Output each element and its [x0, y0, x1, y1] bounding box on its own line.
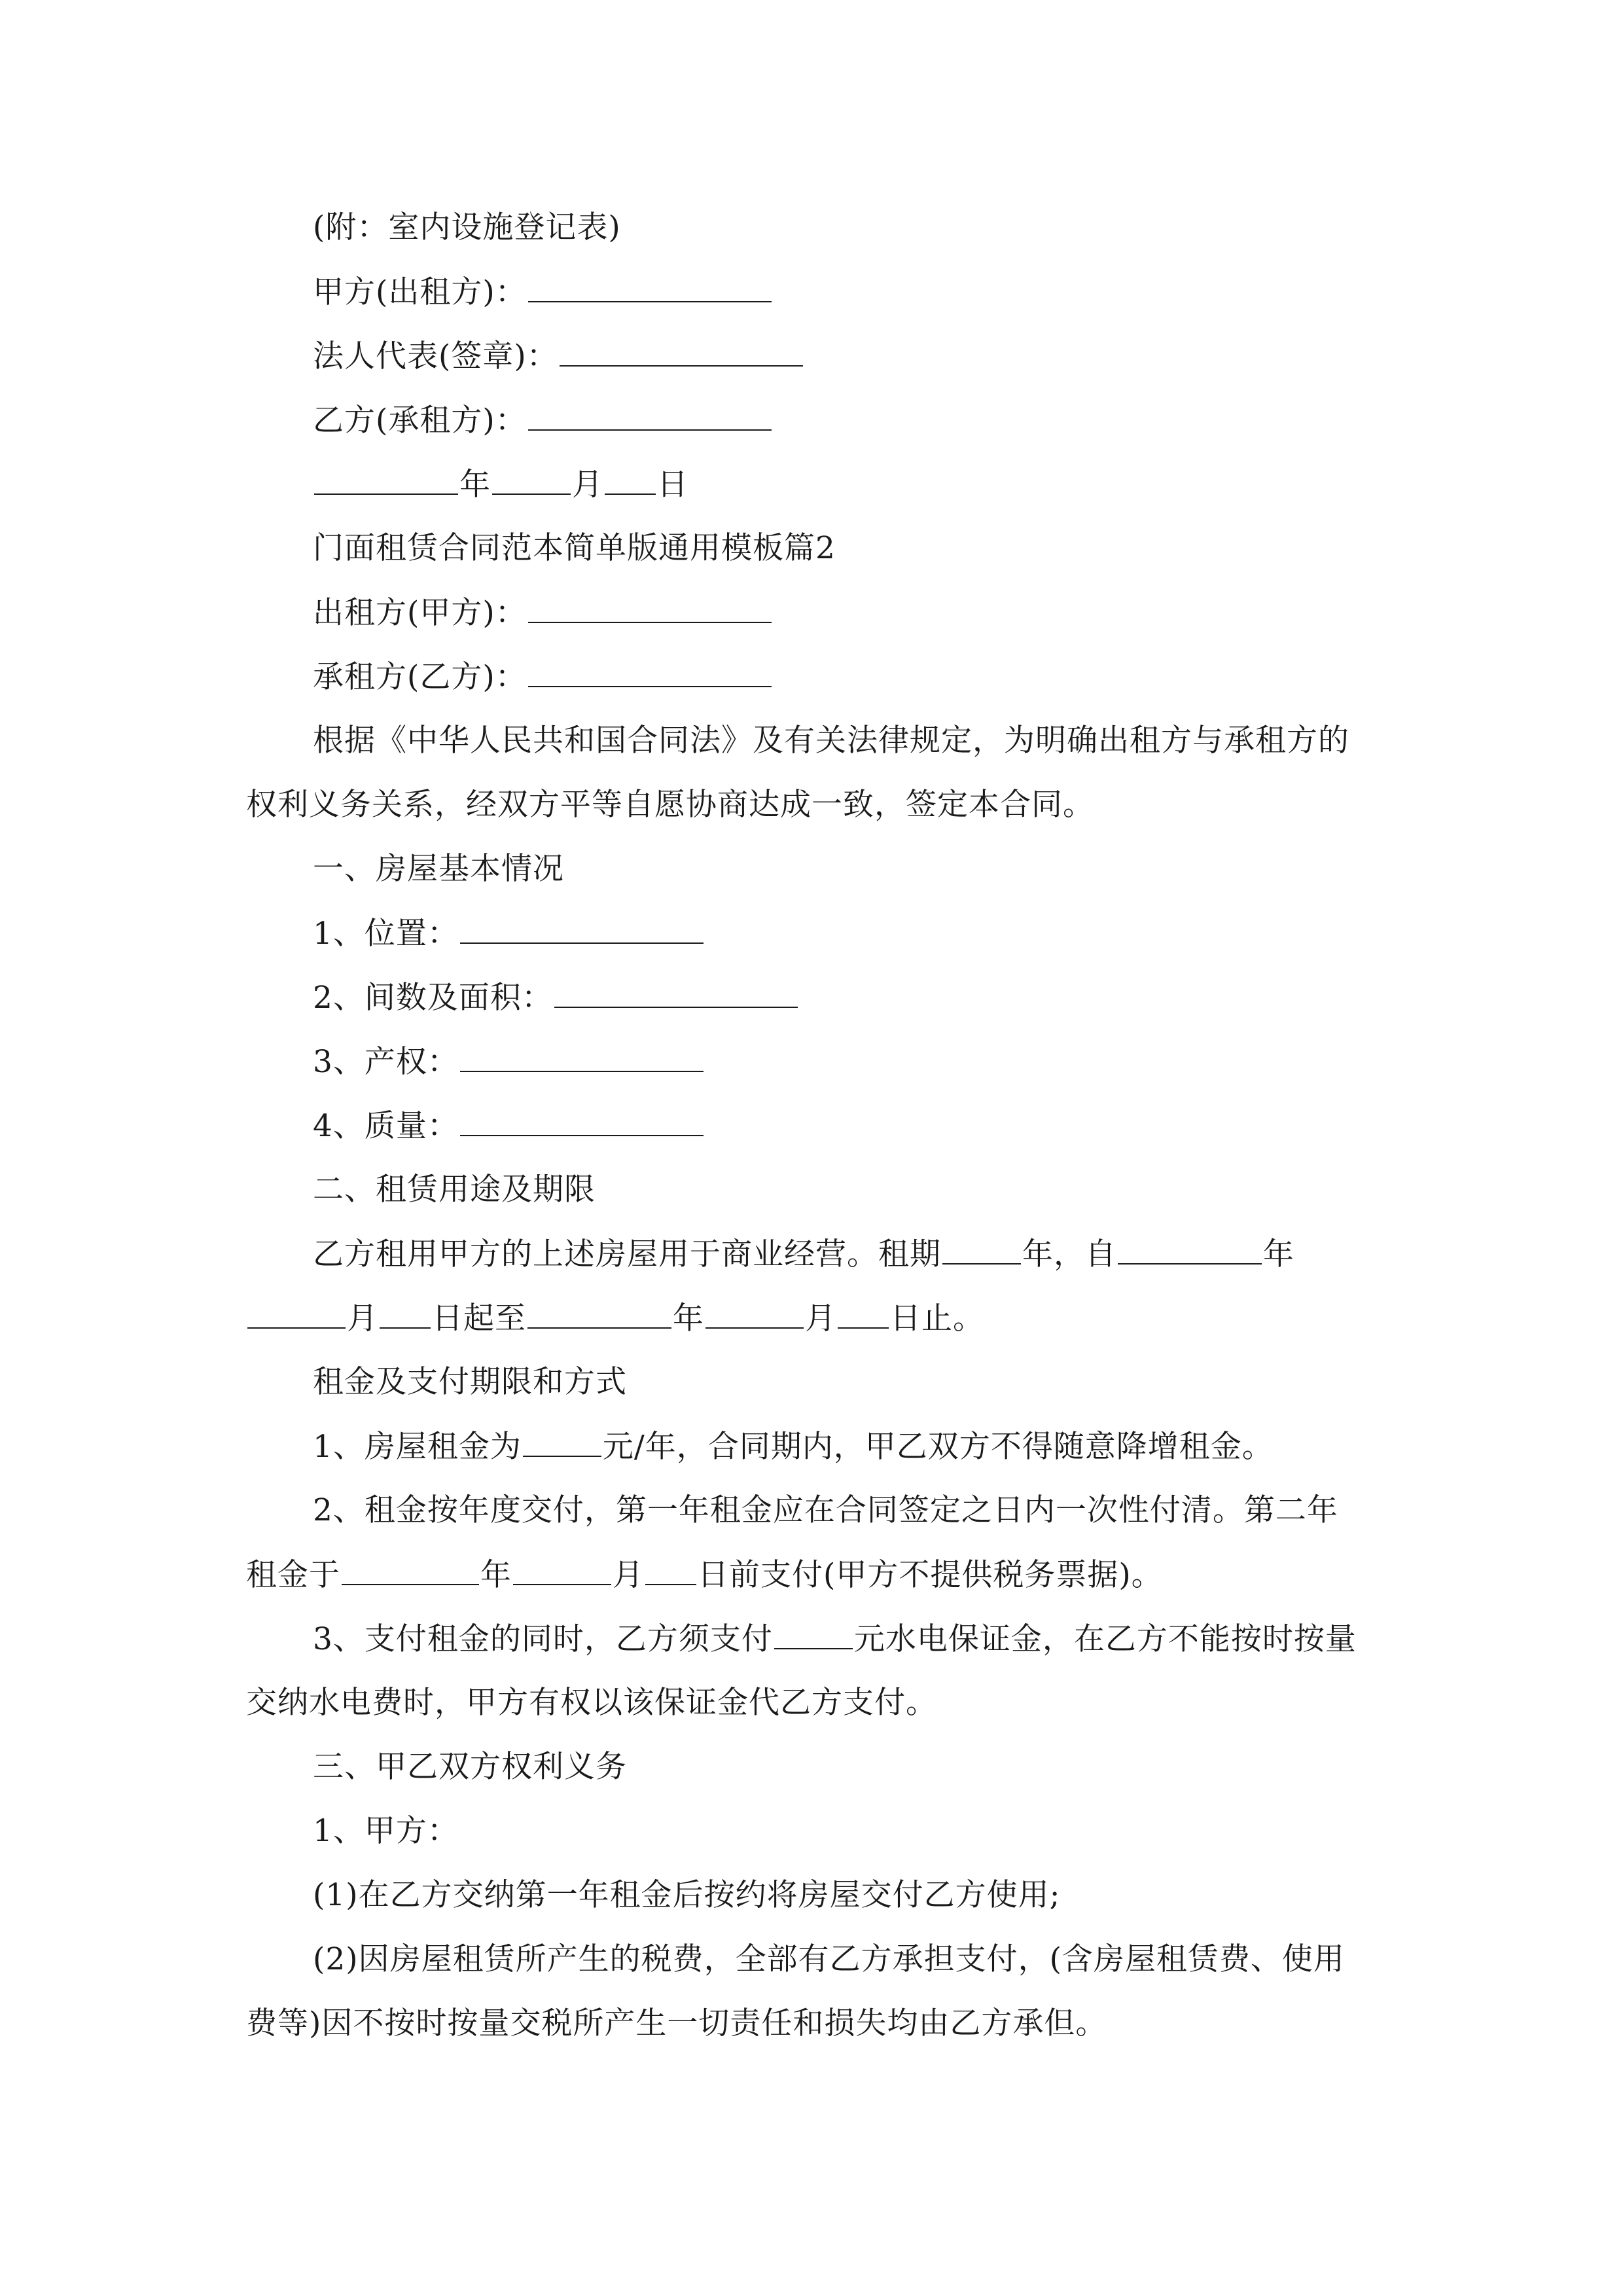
- rent-p2-line-1: 2、租金按年度交付，第一年租金应在合同签定之日内一次性付清。第二年: [313, 1492, 1338, 1528]
- year-blank: [314, 465, 458, 495]
- s1-rooms: 2、间数及面积：: [313, 978, 799, 1018]
- preamble-line-1: 根据《中华人民共和国合同法》及有关法律规定，为明确出租方与承租方的: [313, 723, 1349, 759]
- signature-party-a: 甲方(出租方)：: [313, 272, 773, 312]
- rent-p3-line-1: 3、支付租金的同时，乙方须支付 元水电保证金，在乙方不能按时按量: [313, 1619, 1357, 1659]
- s1-location: 1、位置：: [313, 914, 705, 954]
- lessor-line: 出租方(甲方)：: [313, 593, 773, 633]
- party-b-blank: [528, 401, 772, 431]
- rent-title: 租金及支付期限和方式: [313, 1364, 627, 1400]
- preamble-line-2: 权利义务关系，经双方平等自愿协商达成一致，签定本合同。: [246, 787, 1094, 823]
- s1-title: 一、房屋基本情况: [313, 851, 564, 887]
- s3-item-1: (1)在乙方交纳第一年租金后按约将房屋交付乙方使用;: [313, 1877, 1061, 1913]
- s3-party-a: 1、甲方：: [313, 1813, 459, 1849]
- s1-property: 3、产权：: [313, 1042, 705, 1082]
- annex-line: (附：室内设施登记表): [313, 209, 621, 245]
- section-title: 门面租赁合同范本简单版通用模板篇2: [313, 530, 836, 566]
- signature-legal-rep: 法人代表(签章)：: [313, 336, 804, 376]
- rent-p1: 1、房屋租金为 元/年，合同期内，甲乙双方不得随意降增租金。: [313, 1427, 1274, 1467]
- rent-p2-line-2: 租金于 年 月 日前支付(甲方不提供税务票据)。: [246, 1555, 1163, 1595]
- s1-quality: 4、质量：: [313, 1106, 705, 1146]
- s3-item-2-line-2: 费等)因不按时按量交税所产生一切责任和损失均由乙方承但。: [246, 2005, 1107, 2041]
- month-blank: [492, 465, 571, 495]
- lessor-blank: [528, 593, 772, 623]
- lessee-line: 承租方(乙方)：: [313, 657, 773, 697]
- lessee-blank: [528, 657, 772, 687]
- s3-item-2-line-1: (2)因房屋租赁所产生的税费，全部有乙方承担支付，(含房屋租赁费、使用: [313, 1941, 1345, 1977]
- s2-term-line-2: 月 日起至 年 月 日止。: [246, 1299, 984, 1338]
- signature-date: 年 月 日: [313, 465, 688, 505]
- party-a-blank: [528, 272, 772, 302]
- s2-title: 二、租赁用途及期限: [313, 1172, 596, 1208]
- s3-title: 三、甲乙双方权利义务: [313, 1749, 627, 1785]
- legal-rep-blank: [560, 336, 803, 367]
- s2-term-line-1: 乙方租用甲方的上述房屋用于商业经营。租期 年，自 年: [313, 1234, 1294, 1274]
- signature-party-b: 乙方(承租方)：: [313, 401, 773, 440]
- day-blank: [605, 465, 656, 495]
- rent-p3-line-2: 交纳水电费时，甲方有权以该保证金代乙方支付。: [246, 1685, 937, 1721]
